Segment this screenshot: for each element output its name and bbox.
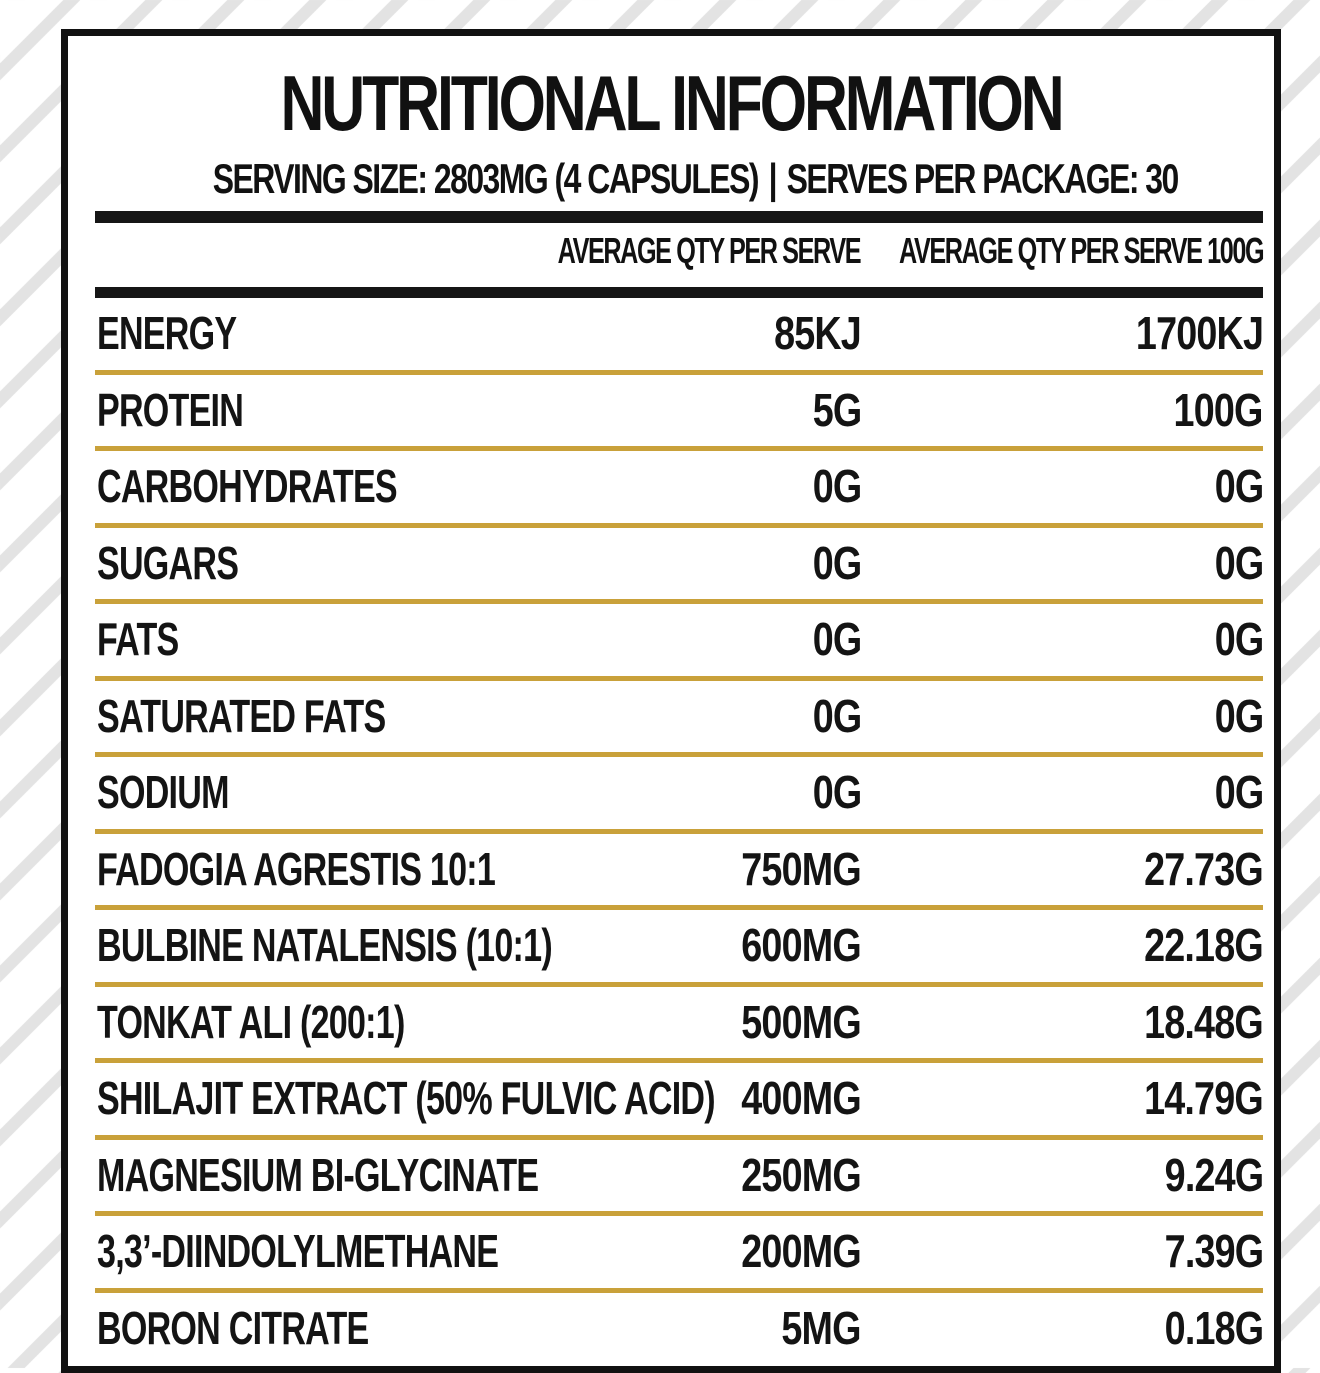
nutrient-name: SATURATED FATS bbox=[97, 689, 386, 742]
qty-per-serve: 400MG bbox=[741, 1072, 861, 1124]
qty-per-serve: 200MG bbox=[741, 1225, 861, 1277]
qty-per-serve: 250MG bbox=[741, 1148, 861, 1201]
qty-per-serve: 750MG bbox=[741, 842, 861, 895]
table-row bbox=[95, 604, 1263, 681]
qty-per-100g: 1700KJ bbox=[1135, 307, 1263, 359]
serving-size: SERVING SIZE: 2803MG (4 CAPSULES) bbox=[212, 155, 758, 202]
table-row bbox=[95, 757, 1263, 834]
serving-separator: | bbox=[768, 155, 777, 202]
table-row bbox=[95, 451, 1263, 528]
table-row bbox=[95, 910, 1263, 987]
nutrient-name: MAGNESIUM BI-GLYCINATE bbox=[97, 1148, 539, 1201]
qty-per-serve: 5MG bbox=[781, 1301, 861, 1354]
nutrient-name: PROTEIN bbox=[97, 383, 244, 436]
table-row bbox=[95, 987, 1263, 1064]
qty-per-100g: 18.48G bbox=[1144, 995, 1263, 1048]
qty-per-serve: 0G bbox=[812, 536, 861, 589]
serving-info bbox=[212, 154, 1178, 204]
nutrient-name: TONKAT ALI (200:1) bbox=[97, 995, 405, 1048]
nutrient-name: SUGARS bbox=[97, 536, 239, 589]
qty-per-serve: 85KJ bbox=[774, 307, 861, 359]
panel-title: NUTRITIONAL INFORMATION bbox=[280, 59, 1062, 147]
nutrient-name: BULBINE NATALENSIS (10:1) bbox=[97, 919, 552, 971]
qty-per-100g: 14.79G bbox=[1144, 1072, 1263, 1124]
qty-per-100g: 0G bbox=[1214, 613, 1263, 665]
table-row bbox=[95, 375, 1263, 452]
nutrient-name: SODIUM bbox=[97, 766, 229, 818]
column-header-per-serve: AVERAGE QTY PER SERVE bbox=[557, 230, 860, 271]
nutrition-table bbox=[95, 298, 1263, 1369]
qty-per-100g: 0.18G bbox=[1164, 1301, 1263, 1354]
qty-per-serve: 0G bbox=[812, 689, 861, 742]
column-header-per-100g: AVERAGE QTY PER SERVE 100G bbox=[898, 230, 1263, 271]
nutrient-name: 3,3’-DIINDOLYLMETHANE bbox=[97, 1225, 499, 1277]
table-row bbox=[95, 298, 1263, 375]
qty-per-100g: 0G bbox=[1214, 766, 1263, 818]
qty-per-serve: 0G bbox=[812, 613, 861, 665]
header-divider-top bbox=[95, 211, 1263, 223]
table-row bbox=[95, 1063, 1263, 1140]
nutrient-name: SHILAJIT EXTRACT (50% FULVIC ACID) bbox=[97, 1072, 715, 1124]
nutrient-name: CARBOHYDRATES bbox=[97, 460, 397, 512]
table-row bbox=[95, 834, 1263, 911]
table-row bbox=[95, 1293, 1263, 1370]
qty-per-serve: 0G bbox=[812, 460, 861, 512]
qty-per-serve: 0G bbox=[812, 766, 861, 818]
nutrition-panel bbox=[61, 29, 1281, 1373]
table-row bbox=[95, 681, 1263, 758]
qty-per-100g: 9.24G bbox=[1164, 1148, 1263, 1201]
qty-per-100g: 22.18G bbox=[1144, 919, 1263, 971]
qty-per-100g: 100G bbox=[1174, 383, 1263, 436]
table-row bbox=[95, 528, 1263, 605]
nutrient-name: FATS bbox=[97, 613, 179, 665]
qty-per-100g: 7.39G bbox=[1164, 1225, 1263, 1277]
table-row bbox=[95, 1216, 1263, 1293]
header-divider-bottom bbox=[95, 287, 1263, 298]
qty-per-100g: 27.73G bbox=[1144, 842, 1263, 895]
serves-per-package: SERVES PER PACKAGE: 30 bbox=[786, 155, 1178, 202]
nutrient-name: BORON CITRATE bbox=[97, 1301, 369, 1354]
qty-per-100g: 0G bbox=[1214, 689, 1263, 742]
qty-per-100g: 0G bbox=[1214, 460, 1263, 512]
nutrient-name: ENERGY bbox=[97, 307, 237, 359]
qty-per-serve: 600MG bbox=[741, 919, 861, 971]
table-row bbox=[95, 1140, 1263, 1217]
qty-per-serve: 5G bbox=[812, 383, 861, 436]
qty-per-serve: 500MG bbox=[741, 995, 861, 1048]
qty-per-100g: 0G bbox=[1214, 536, 1263, 589]
nutrient-name: FADOGIA AGRESTIS 10:1 bbox=[97, 842, 496, 895]
